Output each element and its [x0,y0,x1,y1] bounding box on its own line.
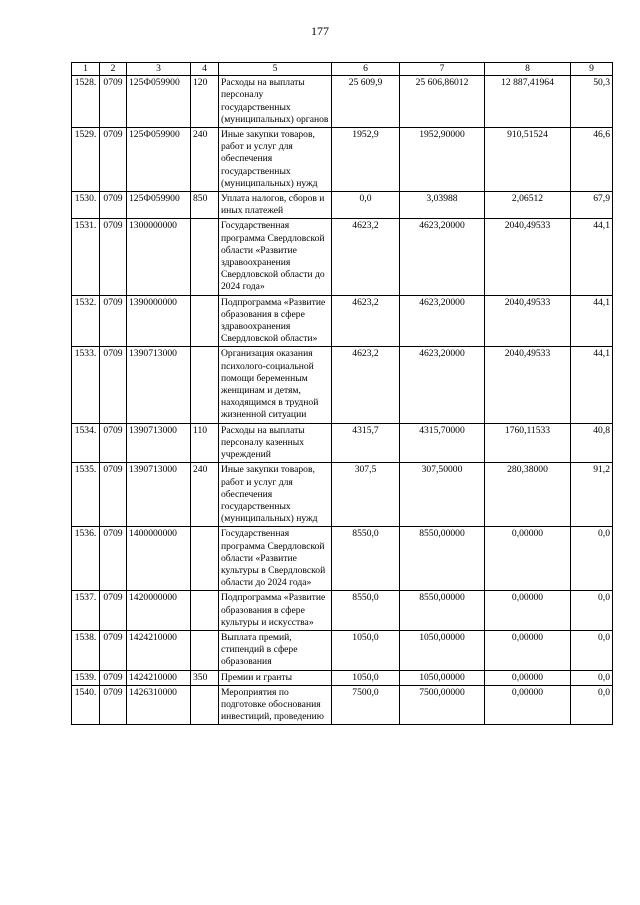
item-name-cell: Выплата премий, стипендий в сфере образования [219,630,332,670]
adjusted-amount-cell: 8550,00000 [400,591,485,631]
column-header: 9 [571,63,613,76]
executed-amount-cell: 1760,11533 [485,423,571,463]
section-code-cell: 0709 [100,423,127,463]
row-number-cell: 1532. [72,295,100,347]
row-number-cell: 1530. [72,192,100,219]
table-row [72,685,613,725]
row-number-cell: 1528. [72,76,100,128]
row-number-cell: 1540. [72,685,100,725]
row-number-cell: 1531. [72,219,100,295]
row-number-cell: 1538. [72,630,100,670]
adjusted-amount-cell: 4623,20000 [400,295,485,347]
expense-type-cell: 350 [191,670,219,685]
item-name-cell: Подпрограмма «Развитие образования в сфере здравоохранения Свердловской области» [219,295,332,347]
adjusted-amount-cell: 8550,00000 [400,527,485,591]
column-header: 2 [100,63,127,76]
section-code-cell: 0709 [100,295,127,347]
table-row [72,591,613,631]
planned-amount-cell: 4623,2 [332,347,400,423]
section-code-cell: 0709 [100,463,127,527]
target-code-cell: 1420000000 [127,591,191,631]
column-header: 8 [485,63,571,76]
expense-type-cell [191,527,219,591]
execution-percent-cell: 0,0 [571,591,613,631]
item-name-cell: Организация оказания психолого-социальной помощи беременным женщинам и детям, находящимся в трудной жизненной ситуации [219,347,332,423]
executed-amount-cell: 12 887,41964 [485,76,571,128]
planned-amount-cell: 8550,0 [332,591,400,631]
planned-amount-cell: 7500,0 [332,685,400,725]
execution-percent-cell: 0,0 [571,670,613,685]
section-code-cell: 0709 [100,128,127,192]
row-number-cell: 1529. [72,128,100,192]
planned-amount-cell: 1050,0 [332,630,400,670]
table-row [72,76,613,128]
table-row [72,192,613,219]
column-header: 7 [400,63,485,76]
adjusted-amount-cell: 4623,20000 [400,219,485,295]
adjusted-amount-cell: 1050,00000 [400,670,485,685]
item-name-cell: Премии и гранты [219,670,332,685]
target-code-cell: 125Ф059900 [127,76,191,128]
target-code-cell: 1390713000 [127,423,191,463]
row-number-cell: 1533. [72,347,100,423]
planned-amount-cell: 4623,2 [332,295,400,347]
section-code-cell: 0709 [100,670,127,685]
execution-percent-cell: 44,1 [571,219,613,295]
planned-amount-cell: 1050,0 [332,670,400,685]
execution-percent-cell: 46,6 [571,128,613,192]
planned-amount-cell: 4623,2 [332,219,400,295]
row-number-cell: 1537. [72,591,100,631]
item-name-cell: Расходы на выплаты персоналу государственных (муниципальных) органов [219,76,332,128]
executed-amount-cell: 2040,49533 [485,347,571,423]
section-code-cell: 0709 [100,685,127,725]
table-row [72,463,613,527]
planned-amount-cell: 4315,7 [332,423,400,463]
expense-type-cell: 850 [191,192,219,219]
item-name-cell: Мероприятия по подготовке обоснования инвестиций, проведению [219,685,332,725]
page-number: 177 [311,24,329,38]
planned-amount-cell: 25 609,9 [332,76,400,128]
section-code-cell: 0709 [100,347,127,423]
item-name-cell: Государственная программа Свердловской области «Развитие здравоохранения Свердловской области до 2024 года» [219,219,332,295]
expense-type-cell [191,630,219,670]
expense-type-cell [191,685,219,725]
execution-percent-cell: 44,1 [571,295,613,347]
adjusted-amount-cell: 1952,90000 [400,128,485,192]
adjusted-amount-cell: 1050,00000 [400,630,485,670]
header-row [72,63,613,76]
item-name-cell: Государственная программа Свердловской области «Развитие культуры в Свердловской области до 2024 года» [219,527,332,591]
section-code-cell: 0709 [100,591,127,631]
execution-percent-cell: 40,8 [571,423,613,463]
target-code-cell: 1390713000 [127,463,191,527]
target-code-cell: 1426310000 [127,685,191,725]
execution-percent-cell: 0,0 [571,685,613,725]
target-code-cell: 1390000000 [127,295,191,347]
expense-type-cell: 120 [191,76,219,128]
column-header: 6 [332,63,400,76]
planned-amount-cell: 307,5 [332,463,400,527]
target-code-cell: 1390713000 [127,347,191,423]
column-header: 1 [72,63,100,76]
row-number-cell: 1539. [72,670,100,685]
executed-amount-cell: 0,00000 [485,591,571,631]
item-name-cell: Расходы на выплаты персоналу казенных учреждений [219,423,332,463]
table-row [72,670,613,685]
adjusted-amount-cell: 4315,70000 [400,423,485,463]
execution-percent-cell: 0,0 [571,527,613,591]
executed-amount-cell: 2,06512 [485,192,571,219]
item-name-cell: Уплата налогов, сборов и иных платежей [219,192,332,219]
expense-type-cell [191,591,219,631]
row-number-cell: 1535. [72,463,100,527]
executed-amount-cell: 0,00000 [485,670,571,685]
target-code-cell: 125Ф059900 [127,128,191,192]
executed-amount-cell: 2040,49533 [485,295,571,347]
item-name-cell: Иные закупки товаров, работ и услуг для обеспечения государственных (муниципальных) нужд [219,128,332,192]
adjusted-amount-cell: 7500,00000 [400,685,485,725]
section-code-cell: 0709 [100,76,127,128]
row-number-cell: 1534. [72,423,100,463]
planned-amount-cell: 0,0 [332,192,400,219]
planned-amount-cell: 1952,9 [332,128,400,192]
target-code-cell: 125Ф059900 [127,192,191,219]
planned-amount-cell: 8550,0 [332,527,400,591]
execution-percent-cell: 0,0 [571,630,613,670]
section-code-cell: 0709 [100,630,127,670]
target-code-cell: 1400000000 [127,527,191,591]
expense-type-cell [191,295,219,347]
section-code-cell: 0709 [100,527,127,591]
adjusted-amount-cell: 307,50000 [400,463,485,527]
column-header: 4 [191,63,219,76]
expense-type-cell: 240 [191,128,219,192]
execution-percent-cell: 91,2 [571,463,613,527]
expense-type-cell: 240 [191,463,219,527]
target-code-cell: 1300000000 [127,219,191,295]
item-name-cell: Иные закупки товаров, работ и услуг для обеспечения государственных (муниципальных) нужд [219,463,332,527]
execution-percent-cell: 44,1 [571,347,613,423]
target-code-cell: 1424210000 [127,630,191,670]
executed-amount-cell: 0,00000 [485,630,571,670]
budget-table [71,62,613,725]
executed-amount-cell: 0,00000 [485,685,571,725]
column-header: 3 [127,63,191,76]
executed-amount-cell: 0,00000 [485,527,571,591]
target-code-cell: 1424210000 [127,670,191,685]
adjusted-amount-cell: 4623,20000 [400,347,485,423]
item-name-cell: Подпрограмма «Развитие образования в сфере культуры и искусства» [219,591,332,631]
execution-percent-cell: 50,3 [571,76,613,128]
executed-amount-cell: 910,51524 [485,128,571,192]
expense-type-cell [191,219,219,295]
table-row [72,527,613,591]
table-row [72,128,613,192]
executed-amount-cell: 280,38000 [485,463,571,527]
table-row [72,219,613,295]
execution-percent-cell: 67,9 [571,192,613,219]
table-row [72,630,613,670]
table-row [72,423,613,463]
table-row [72,295,613,347]
adjusted-amount-cell: 3,03988 [400,192,485,219]
column-header: 5 [219,63,332,76]
section-code-cell: 0709 [100,219,127,295]
row-number-cell: 1536. [72,527,100,591]
executed-amount-cell: 2040,49533 [485,219,571,295]
section-code-cell: 0709 [100,192,127,219]
adjusted-amount-cell: 25 606,86012 [400,76,485,128]
table-row [72,347,613,423]
expense-type-cell: 110 [191,423,219,463]
expense-type-cell [191,347,219,423]
